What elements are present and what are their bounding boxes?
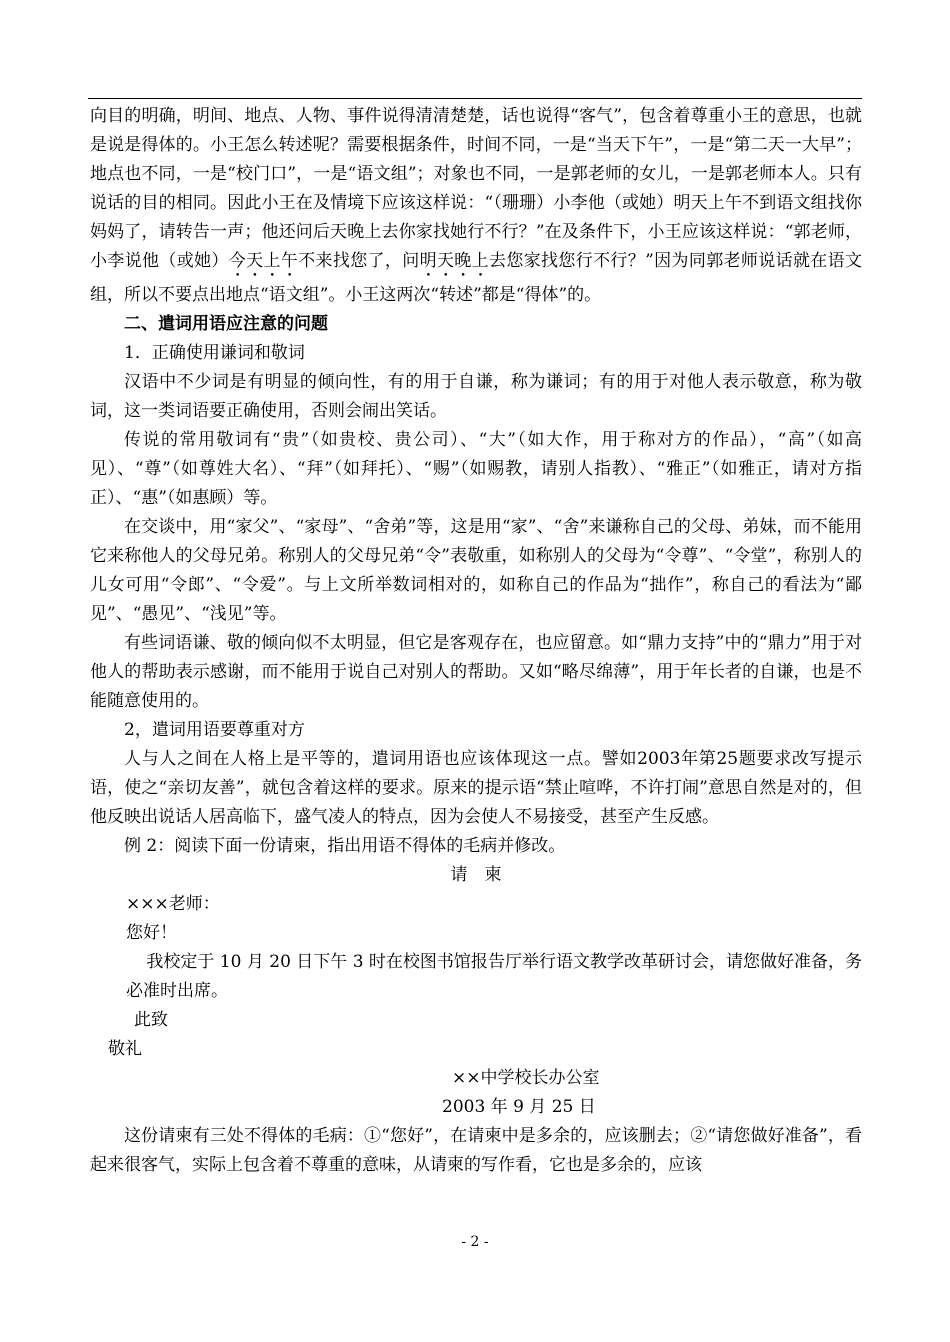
paragraph-continued [90, 102, 862, 310]
document-page [90, 102, 862, 1180]
header-rule [88, 98, 862, 99]
invitation-salutation: ×××老师： [126, 894, 220, 914]
invitation-regards: 敬礼 [108, 1039, 142, 1059]
invitation-greeting: 您好！ [126, 923, 177, 943]
page-number: - 2 - [461, 1234, 489, 1250]
invitation-closing: 此致 [134, 1010, 168, 1030]
paragraph: 传说的常用敬词有“贵”（如贵校、贵公司）、“大”（如大作，用于称对方的作品），“高”（如高见）、“尊”（如尊姓大名）、“拜”（如拜托）、“赐”（如赐教，请别人指教）、“雅正”（如雅正，请对方指正）、“惠”（如惠顾）等。 [90, 430, 862, 508]
invitation-body: 我校定于 10 月 20 日下午 3 时在校图书馆报告厅举行语文教学改革研讨会，请您做好准备，务必准时出席。 [126, 952, 862, 1001]
paragraph: 在交谈中，用“家父”、“家母”、“舍弟”等，这是用“家”、“舍”来谦称自己的父母、弟妹，而不能用它来称他人的父母兄弟。称别人的父母兄弟“令”表敬重，如称别人的父母为“令尊”、“令堂”，称别人的儿女可用“令郎”、“令爱”。与上文所举数词相对的，如称自己的作品为“拙作”，称自己的看法为“鄙见”、“愚见”、“浅见”等。 [90, 517, 862, 624]
text-run: 不来找您了，问 [298, 251, 420, 271]
invitation-date: 2003 年 9 月 25 日 [442, 1097, 596, 1117]
subsection-heading-2: 2，遣词用语要尊重对方 [124, 720, 305, 740]
section-heading: 二、遣词用语应注意的问题 [124, 314, 328, 334]
subsection-heading-1: 1．正确使用谦词和敬词 [124, 343, 305, 363]
emphasized-text: 今天上午 [228, 251, 299, 271]
emphasized-text: 明天晚上 [419, 251, 489, 271]
paragraph: 人与人之间在人格上是平等的，遣词用语也应该体现这一点。譬如2003年第25题要求改写提示语，使之“亲切友善”，就包含着这样的要求。原来的提示语“禁止喧哗，不许打闹”意思自然是对的，但他反映出说话人居高临下，盛气凌人的特点，因为会使人不易接受，甚至产生反感。 [90, 749, 862, 827]
text-run: 向目的明确，明间、地点、人物、事件说得清清楚楚，话也说得“客气”，包含着尊重小王的意思，也就是说是得体的。小王怎么转述呢？需要根据条件，时间不同，一是“当天下午”，一是“第二天一大早”；地点也不同，一是“校门口”，一是“语文组”；对象也不同，一是郭老师的女儿，一是郭老师本人。只有说话的目的相同。因此小王在及情境下应该这样说：“（珊珊）小李他（或她）明天上午不到语文组找你妈妈了，请转告一声；他还问后天晚上去你家找她行不行？”在及条件下，小王应该这样说：“郭老师，小李说他（或她） [90, 106, 862, 271]
paragraph: 汉语中不少词是有明显的倾向性，有的用于自谦，称为谦词；有的用于对他人表示敬意，称为敬词，这一类词语要正确使用，否则会闹出笑话。 [90, 372, 862, 421]
invitation-title: 请 柬 [450, 865, 502, 885]
invitation-signature: ××中学校长办公室 [452, 1068, 600, 1088]
paragraph: 有些词语谦、敬的倾向似不太明显，但它是客观存在，也应留意。如“鼎力支持”中的“鼎力”用于对他人的帮助表示感谢，而不能用于说自己对别人的帮助。又如“略尽绵薄”，用于年长者的自谦，也是不能随意使用的。 [90, 633, 862, 711]
text-run: 去您家找您行不行？”因为同郭老师说话就在语文组，所以不要点出地点“语文组”。小王这两次“转述”都是“得体”的。 [90, 251, 862, 305]
paragraph-analysis: 这份请柬有三处不得体的毛病：①“您好”，在请柬中是多余的，应该删去；②“请您做好准备”，看起来很客气，实际上包含着不尊重的意味，从请柬的写作看，它也是多余的，应该 [90, 1126, 862, 1175]
example-prompt: 例 2：阅读下面一份请柬，指出用语不得体的毛病并修改。 [124, 836, 566, 856]
